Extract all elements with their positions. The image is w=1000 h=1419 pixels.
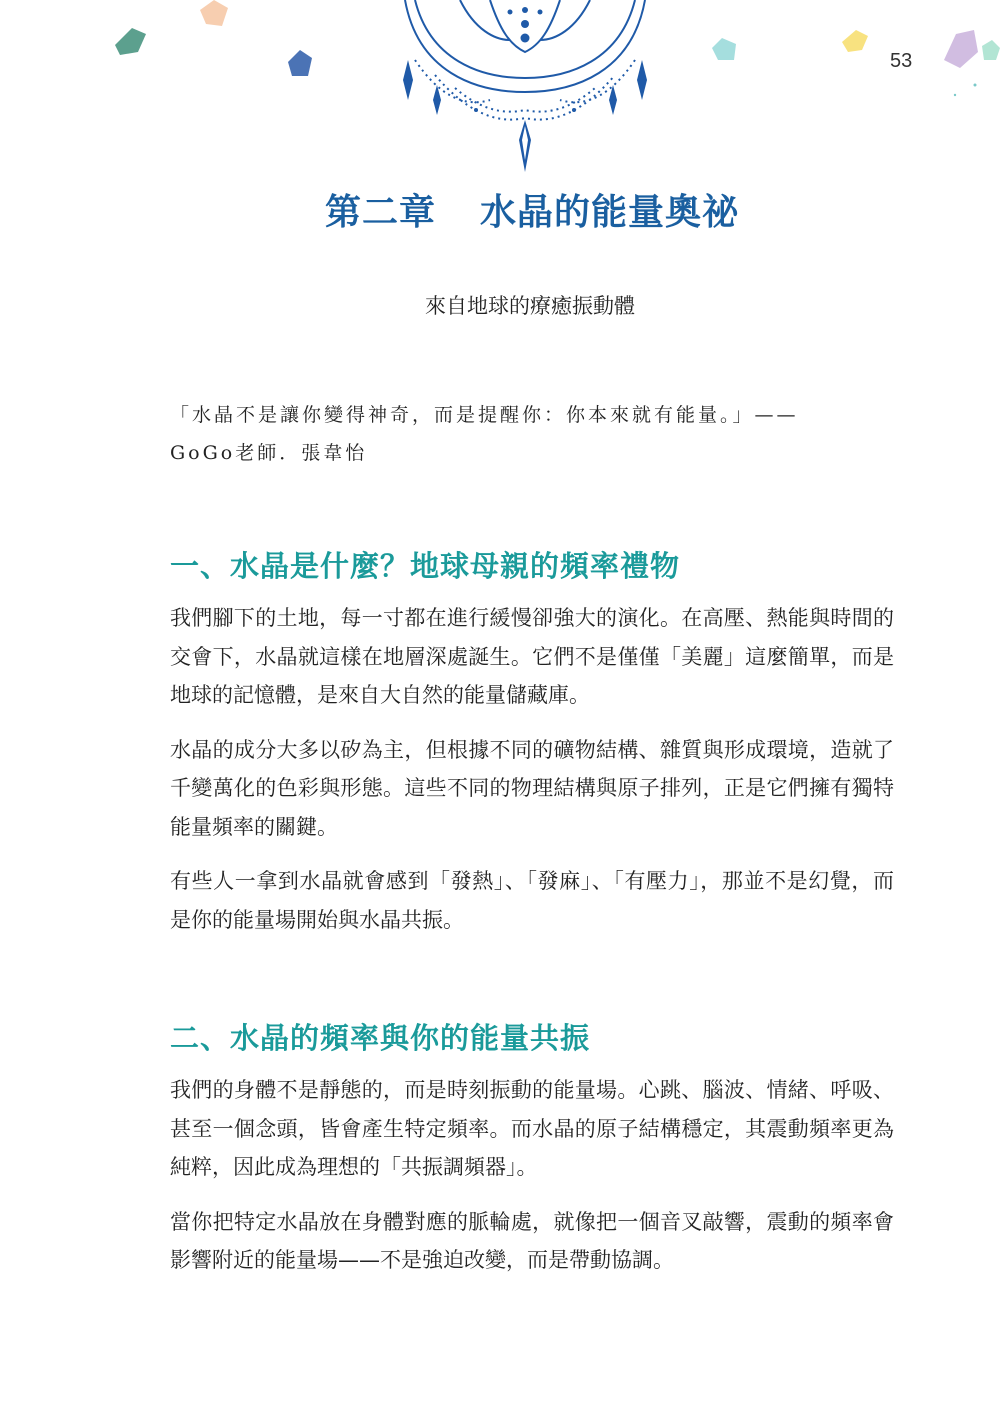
epigraph-quote — [170, 396, 900, 472]
green-crystal-icon — [115, 28, 146, 55]
quote-attribution: GoGo老師．張韋怡 — [170, 442, 368, 464]
mint-crystal-icon — [982, 40, 1000, 60]
chapter-label: 第二章 — [324, 191, 436, 233]
paragraph: 我們的身體不是靜態的，而是時刻振動的能量場。心跳、腦波、情緒、呼吸、甚至一個念頭，皆會產生特定頻率。而水晶的原子結構穩定，其震動頻率更為純粹，因此成為理想的「共振調頻器」。 — [170, 1078, 894, 1179]
paragraph: 有些人一拿到水晶就會感到「發熱」、「發麻」、「有壓力」，那並不是幻覺，而是你的能量場開始與水晶共振。 — [170, 869, 894, 932]
page-number: 53 — [890, 50, 913, 72]
blue-crystal-icon — [288, 50, 312, 76]
orange-crystal-icon — [200, 0, 228, 26]
yellow-crystal-icon — [842, 30, 868, 52]
paragraph: 我們腳下的土地，每一寸都在進行緩慢卻強大的演化。在高壓、熱能與時間的交會下，水晶就這樣在地層深處誕生。它們不是僅僅「美麗」這麼簡單，而是地球的記憶體，是來自大自然的能量儲藏庫。 — [170, 606, 894, 707]
chapter-subtitle: 來自地球的療癒振動體 — [425, 294, 635, 318]
amethyst-crystal-icon — [944, 30, 978, 68]
paragraph: 當你把特定水晶放在身體對應的脈輪處，就像把一個音叉敲響，震動的頻率會影響附近的能量場——不是強迫改變，而是帶動協調。 — [170, 1209, 894, 1272]
chapter-title — [0, 184, 1000, 235]
quote-text: 「水晶不是讓你變得神奇，而是提醒你：你本來就有能量。」—— — [170, 404, 799, 426]
section-1 — [170, 544, 894, 955]
section-heading: 二、水晶的頻率與你的能量共振 — [170, 1021, 591, 1055]
mandala-ornament — [360, 0, 690, 185]
teal-crystal-icon — [712, 38, 736, 60]
section-2 — [170, 1016, 894, 1296]
paragraph: 水晶的成分大多以矽為主，但根據不同的礦物結構、雜質與形成環境，造就了千變萬化的色彩與形態。這些不同的物理結構與原子排列，正是它們擁有獨特能量頻率的關鍵。 — [170, 737, 894, 839]
chapter-name: 水晶的能量奧祕 — [480, 191, 740, 233]
section-heading: 一、水晶是什麼？地球母親的頻率禮物 — [170, 549, 681, 583]
